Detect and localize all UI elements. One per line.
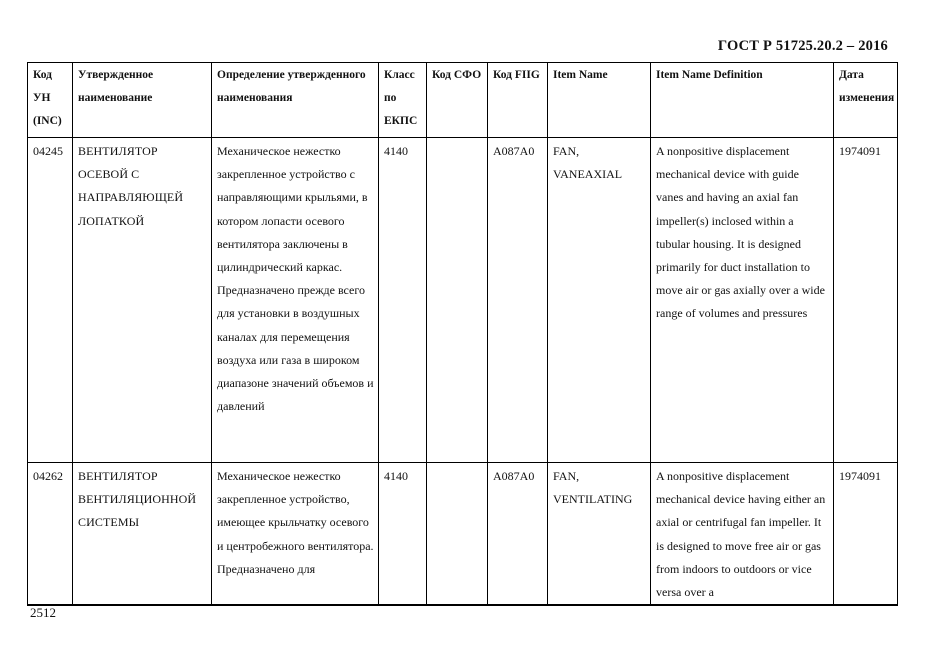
cell-item-name: FAN, VENTILATING — [548, 463, 651, 606]
column-header-class: Класс по ЕКПС — [379, 63, 427, 138]
column-header-approved-name: Утвержденное наименование — [73, 63, 212, 138]
column-header-change-date: Дата изменения — [834, 63, 898, 138]
cell-item-name-definition: A nonpositive displacement mechanical device having either an axial or centrifugal fan impeller. It is designed to move free air or gas from indoors to outdoors or vice versa over a — [651, 463, 834, 606]
cell-approved-name: ВЕНТИЛЯТОР ОСЕВОЙ С НАПРАВЛЯЮЩЕЙ ЛОПАТКОЙ — [73, 138, 212, 463]
cell-class: 4140 — [379, 463, 427, 606]
page-number: 2512 — [30, 605, 56, 620]
column-header-fiig: Код FIIG — [488, 63, 548, 138]
cell-inc: 04245 — [28, 138, 73, 463]
column-header-definition: Определение утвержденного наименования — [212, 63, 379, 138]
cell-sfo — [427, 138, 488, 463]
cell-item-name: FAN, VANEAXIAL — [548, 138, 651, 463]
cell-fiig: A087A0 — [488, 138, 548, 463]
cell-definition: Механическое нежестко закрепленное устройство с направляющими крыльями, в котором лопасти осевого вентилятора заключены в цилиндрический каркас. Предназначено прежде всего для установки в воздушных каналах для перемещения воздуха или газа в широком диапазоне значений объемов и давлений — [212, 138, 379, 463]
column-header-item-name-definition: Item Name Definition — [651, 63, 834, 138]
column-header-item-name: Item Name — [548, 63, 651, 138]
cell-change-date: 1974091 — [834, 138, 898, 463]
table-header-row — [28, 63, 898, 138]
cell-class: 4140 — [379, 138, 427, 463]
table-row — [28, 463, 898, 606]
classification-table — [27, 62, 898, 606]
cell-item-name-definition: A nonpositive displacement mechanical device with guide vanes and having an axial fan impeller(s) inclosed within a tubular housing. It is designed primarily for duct installation to move air or gas axially over a wide range of volumes and pressures — [651, 138, 834, 463]
cell-inc: 04262 — [28, 463, 73, 606]
cell-change-date: 1974091 — [834, 463, 898, 606]
cell-approved-name: ВЕНТИЛЯТОР ВЕНТИЛЯЦИОННОЙ СИСТЕМЫ — [73, 463, 212, 606]
cell-definition: Механическое нежестко закрепленное устройство, имеющее крыльчатку осевого и центробежного вентилятора. Предназначено для — [212, 463, 379, 606]
table-row — [28, 138, 898, 463]
column-header-inc: Код УН (INC) — [28, 63, 73, 138]
document-standard-code: ГОСТ Р 51725.20.2 – 2016 — [717, 38, 888, 54]
cell-fiig: A087A0 — [488, 463, 548, 606]
column-header-sfo: Код СФО — [427, 63, 488, 138]
cell-sfo — [427, 463, 488, 606]
